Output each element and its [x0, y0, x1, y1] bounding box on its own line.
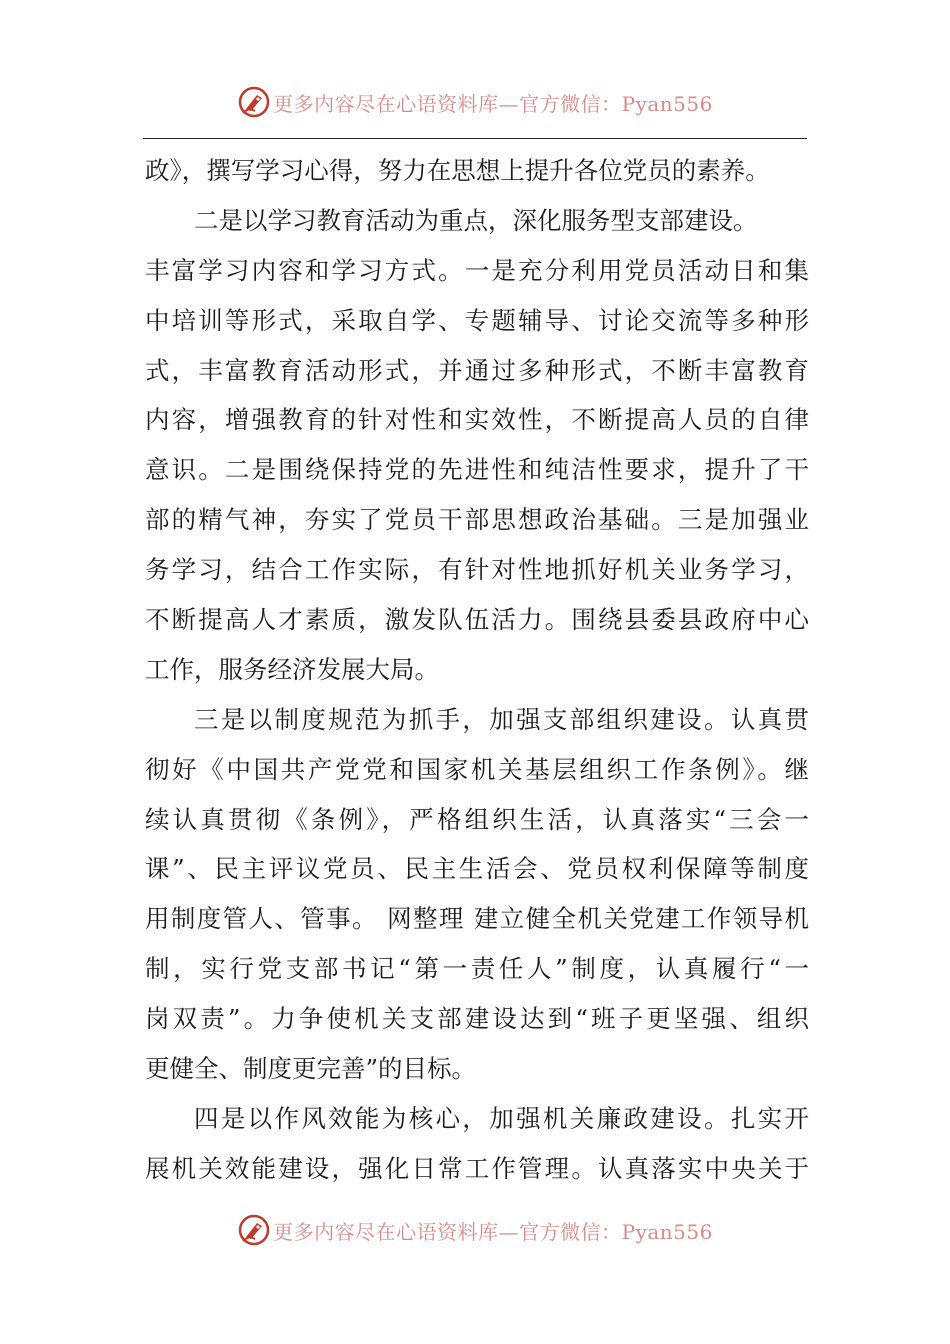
- text-line: 课”、民主评议党员、民主生活会、党员权利保障等制度: [145, 854, 809, 884]
- text-line: 务学习，结合工作实际，有针对性地抓好机关业务学习，: [145, 555, 809, 585]
- text-line: 意识。二是围绕保持党的先进性和纯洁性要求，提升了干: [145, 455, 809, 485]
- text-line: 式，丰富教育活动形式，并通过多种形式，不断丰富教育: [145, 355, 809, 385]
- pen-nib-logo-icon: [237, 85, 271, 119]
- text-line: 内容，增强教育的针对性和实效性，不断提高人员的自律: [145, 405, 809, 435]
- footer-banner: [0, 1210, 950, 1250]
- paragraph-start-line: 四是以作风效能为核心，加强机关廉政建设。扎实开: [194, 1103, 809, 1133]
- document-body: [145, 146, 809, 1194]
- paragraph-end-line: 工作，服务经济发展大局。: [145, 654, 439, 684]
- text-line: 续认真贯彻《条例》，严格组织生活，认真落实“三会一: [145, 804, 809, 834]
- footer-banner-text: 更多内容尽在心语资料库—官方微信：Pyan556: [273, 1219, 713, 1244]
- text-line: 岗双责”。力争使机关支部建设达到“班子更坚强、组织: [145, 1004, 809, 1034]
- paragraph-end-line: 更健全、制度更完善”的目标。: [145, 1054, 477, 1084]
- text-line: 展机关效能建设，强化日常工作管理。认真落实中央关于: [145, 1153, 809, 1183]
- text-line: 用制度管人、管事。 网整理 建立健全机关党建工作领导机: [145, 904, 809, 934]
- text-line: 部的精气神，夯实了党员干部思想政治基础。三是加强业: [145, 505, 809, 535]
- text-line: 制，实行党支部书记“第一责任人”制度，认真履行“一: [145, 954, 809, 984]
- text-line: 彻好《中国共产党党和国家机关基层组织工作条例》。继: [145, 754, 809, 784]
- header-banner: [0, 82, 950, 122]
- text-line: 政》，撰写学习心得，努力在思想上提升各位党员的素养。: [145, 156, 770, 185]
- pen-nib-logo-icon: [237, 1213, 271, 1247]
- header-banner-text: 更多内容尽在心语资料库—官方微信：Pyan556: [273, 91, 713, 116]
- text-line: 不断提高人才素质，激发队伍活力。围绕县委县政府中心: [145, 605, 809, 635]
- text-line: 中培训等形式，采取自学、专题辅导、讨论交流等多种形: [145, 305, 809, 335]
- text-line: 丰富学习内容和学习方式。一是充分利用党员活动日和集: [145, 255, 809, 285]
- paragraph-start-line: 三是以制度规范为抓手，加强支部组织建设。认真贯: [194, 704, 809, 734]
- paragraph-start-line: 二是以学习教育活动为重点，深化服务型支部建设。: [194, 205, 758, 235]
- header-divider: [143, 138, 807, 139]
